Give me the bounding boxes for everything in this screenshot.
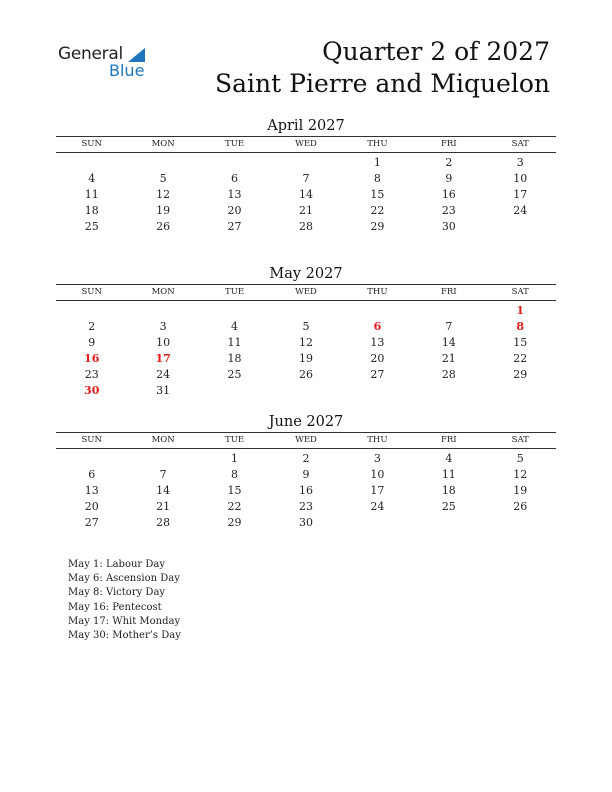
day-cell: 17 [370,484,385,497]
day-cell: 4 [88,172,96,185]
day-cell: 21 [156,500,171,513]
week-row [56,319,556,335]
day-cell [199,383,270,399]
day-cell: 1 [231,452,239,465]
logo-blue-text: Blue [109,61,145,80]
weekday-label: TUE [225,139,245,149]
day-cell: 11 [227,336,242,349]
day-cell [413,303,484,319]
day-cell [56,303,127,319]
day-cell: 21 [441,352,456,365]
day-cell: 31 [156,384,171,397]
weekday-label: SUN [81,139,102,149]
weekday-label: MON [151,139,175,149]
day-cell: 22 [370,204,385,217]
day-cell: 28 [441,368,456,381]
day-cell: 28 [156,516,171,529]
day-cell: 5 [516,452,524,465]
day-cell: 23 [84,368,99,381]
day-cell: 27 [84,516,99,529]
day-cell: 19 [513,484,528,497]
week-row [56,155,556,171]
weekday-label: SUN [81,287,102,297]
day-cell [199,155,270,171]
day-cell: 15 [513,336,528,349]
day-cell: 18 [441,484,456,497]
week-row [56,203,556,219]
day-cell: 8 [516,320,525,333]
weekday-header [56,432,556,449]
week-row [56,451,556,467]
day-cell: 9 [445,172,453,185]
day-cell: 13 [370,336,385,349]
day-cell: 20 [370,352,385,365]
day-cell: 3 [516,156,524,169]
day-cell: 14 [156,484,171,497]
week-row [56,383,556,399]
day-cell [413,515,484,531]
month-june [56,412,556,531]
month-name: June 2027 [268,414,344,430]
month-name: May 2027 [269,266,343,282]
week-row [56,515,556,531]
day-cell [270,303,341,319]
day-cell: 13 [227,188,242,201]
weekday-label: MON [151,435,175,445]
week-row [56,467,556,483]
weekday-label: THU [367,139,388,149]
week-row [56,303,556,319]
day-cell: 18 [227,352,242,365]
day-cell: 12 [156,188,171,201]
day-cell: 30 [84,384,100,397]
day-cell: 4 [231,320,239,333]
month-april [56,116,556,235]
generalblue-logo [58,44,158,84]
day-cell: 8 [231,468,239,481]
weekday-label: WED [295,287,317,297]
day-cell: 18 [84,204,99,217]
day-cell: 21 [298,204,313,217]
day-cell: 14 [298,188,313,201]
day-cell: 12 [513,468,528,481]
day-cell: 10 [156,336,171,349]
title-quarter: Quarter 2 of 2027 [322,37,550,66]
day-cell: 5 [159,172,167,185]
week-row [56,367,556,383]
day-cell: 22 [513,352,528,365]
day-cell: 27 [227,220,242,233]
holiday-note: May 1: Labour Day [68,559,165,570]
day-cell [56,155,127,171]
day-cell: 7 [159,468,167,481]
title-country: Saint Pierre and Miquelon [215,69,550,98]
day-cell [485,383,556,399]
day-cell [342,515,413,531]
day-cell [413,383,484,399]
day-cell: 13 [84,484,99,497]
holiday-note: May 16: Pentecost [68,601,162,613]
day-cell: 1 [516,304,525,317]
day-cell: 24 [156,368,171,381]
day-cell [485,515,556,531]
day-cell: 17 [155,352,171,365]
day-cell: 12 [298,336,313,349]
day-cell: 2 [302,452,310,465]
weekday-label: FRI [440,287,457,297]
day-cell [127,303,198,319]
day-cell: 30 [441,220,456,233]
day-cell: 11 [441,468,456,481]
weekday-label: WED [295,139,317,149]
day-cell: 6 [88,468,96,481]
day-cell: 29 [513,368,528,381]
day-cell: 26 [156,220,171,233]
day-cell: 3 [373,452,381,465]
day-cell: 25 [441,500,456,513]
weekday-label: TUE [225,435,245,445]
day-cell: 26 [513,500,528,513]
weekday-label: SAT [511,435,529,445]
day-cell [342,303,413,319]
weekday-header [56,136,556,153]
day-cell [199,303,270,319]
weekday-label: MON [151,287,175,297]
day-cell: 25 [227,368,242,381]
weekday-label: FRI [440,139,457,149]
day-cell: 24 [370,500,385,513]
holiday-note: May 30: Mother’s Day [68,630,181,642]
day-cell: 27 [370,368,385,381]
holiday-note: May 17: Whit Monday [68,615,181,627]
month-may [56,264,556,399]
holiday-note: May 8: Victory Day [68,587,166,599]
day-cell: 7 [302,172,310,185]
day-cell [56,451,127,467]
day-cell [485,219,556,235]
day-cell: 19 [156,204,171,217]
holiday-note: May 6: Ascension Day [68,573,180,585]
weekday-label: THU [367,287,388,297]
day-cell [127,155,198,171]
day-cell: 9 [302,468,310,481]
week-row [56,483,556,499]
day-cell [127,451,198,467]
week-row [56,171,556,187]
day-cell [270,155,341,171]
week-row [56,219,556,235]
day-cell: 23 [441,204,456,217]
day-cell: 25 [84,220,99,233]
day-cell: 2 [88,320,96,333]
week-row [56,499,556,515]
day-cell: 15 [370,188,385,201]
day-cell: 7 [445,320,453,333]
day-cell: 15 [227,484,242,497]
day-cell: 20 [84,500,99,513]
day-cell: 29 [370,220,385,233]
day-cell: 22 [227,500,242,513]
day-cell: 17 [513,188,528,201]
day-cell: 6 [231,172,239,185]
weekday-label: SAT [511,287,529,297]
day-cell: 6 [373,320,382,333]
day-cell: 26 [298,368,313,381]
day-cell: 28 [298,220,313,233]
weekday-header [56,284,556,301]
month-name: April 2027 [267,118,345,134]
weekday-label: TUE [225,287,245,297]
day-cell: 3 [159,320,167,333]
week-row [56,335,556,351]
week-row [56,187,556,203]
day-cell: 2 [445,156,453,169]
day-cell: 8 [373,172,381,185]
day-cell: 16 [441,188,456,201]
day-cell: 14 [441,336,456,349]
day-cell: 10 [513,172,528,185]
day-cell: 19 [298,352,313,365]
day-cell: 23 [298,500,313,513]
weekday-label: SUN [81,435,102,445]
day-cell: 9 [88,336,96,349]
day-cell: 16 [298,484,313,497]
page-title [215,36,550,100]
week-row [56,351,556,367]
day-cell [342,383,413,399]
logo-general-text: General [58,44,123,64]
day-cell: 1 [373,156,381,169]
logo-triangle-icon [128,48,145,62]
weekday-label: SAT [511,139,529,149]
day-cell: 4 [445,452,453,465]
weekday-label: FRI [440,435,457,445]
holiday-notes [68,558,181,643]
day-cell: 5 [302,320,310,333]
day-cell: 16 [84,352,100,365]
day-cell: 24 [513,204,528,217]
day-cell: 10 [370,468,385,481]
day-cell: 30 [298,516,313,529]
day-cell: 29 [227,516,242,529]
day-cell: 20 [227,204,242,217]
weekday-label: THU [367,435,388,445]
day-cell [270,383,341,399]
day-cell: 11 [84,188,99,201]
weekday-label: WED [295,435,317,445]
